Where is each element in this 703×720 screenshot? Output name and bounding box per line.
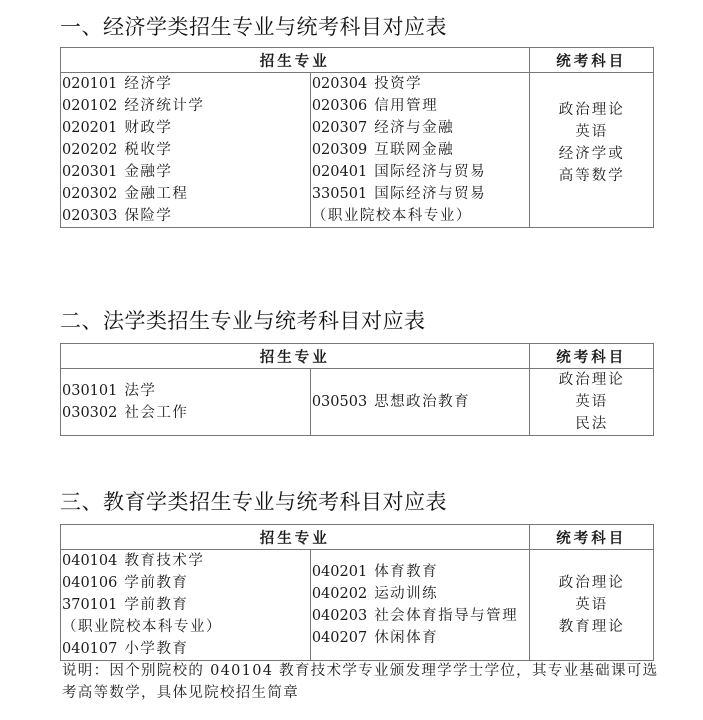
subject-item: 经济学或	[558, 146, 625, 162]
table-row	[61, 550, 654, 661]
table-header-row	[61, 48, 654, 73]
major-item: 020202 税收学	[62, 142, 173, 158]
subject-item: 政治理论	[558, 575, 625, 591]
right-majors-cell	[310, 550, 529, 661]
subjects-header: 统考科目	[529, 344, 653, 369]
major-item: 030302 社会工作	[62, 405, 189, 421]
table-header-row	[61, 525, 654, 550]
subject-item: 英语	[575, 394, 609, 410]
major-item: 020306 信用管理	[311, 98, 439, 114]
education-table	[60, 524, 654, 661]
major-item: 040207 休闲体育	[311, 630, 439, 646]
subject-item: 英语	[575, 597, 609, 613]
subjects-cell	[529, 550, 653, 661]
major-item: 040203 社会体育指导与管理	[311, 608, 519, 624]
major-item: 030101 法学	[62, 383, 157, 399]
major-note: （职业院校本科专业）	[62, 619, 222, 635]
major-item: 020303 保险学	[62, 208, 173, 224]
left-majors-cell	[61, 550, 311, 661]
section-title-law: 二、法学类招生专业与统考科目对应表	[60, 309, 426, 333]
major-item: 020301 金融学	[62, 164, 173, 180]
major-item: 020201 财政学	[62, 120, 173, 136]
major-item: 020401 国际经济与贸易	[311, 164, 487, 180]
subject-item: 教育理论	[558, 619, 625, 635]
major-item: 040104 教育技术学	[62, 553, 205, 569]
economics-table	[60, 47, 654, 228]
majors-header: 招生专业	[61, 525, 530, 550]
subjects-cell	[529, 73, 653, 228]
major-item: 020307 经济与金融	[311, 120, 455, 136]
major-item: 020302 金融工程	[62, 186, 189, 202]
subject-item: 政治理论	[558, 102, 625, 118]
major-item: 020102 经济统计学	[62, 98, 205, 114]
majors-header: 招生专业	[61, 48, 530, 73]
major-item: 040107 小学教育	[62, 641, 189, 657]
major-item: 030503 思想政治教育	[311, 394, 471, 410]
left-majors-cell	[61, 73, 311, 228]
majors-header: 招生专业	[61, 344, 530, 369]
major-item: 370101 学前教育	[62, 597, 189, 613]
right-majors-cell	[310, 73, 529, 228]
right-majors-cell	[310, 369, 529, 436]
section-title-education: 三、教育学类招生专业与统考科目对应表	[60, 490, 447, 514]
subject-item: 政治理论	[558, 372, 625, 388]
major-item: 040106 学前教育	[62, 575, 189, 591]
table-row	[61, 73, 654, 228]
major-item: 020304 投资学	[311, 76, 423, 92]
major-note: （职业院校本科专业）	[311, 208, 472, 224]
table-row	[61, 369, 654, 436]
subject-item: 高等数学	[558, 168, 625, 184]
subject-item: 民法	[575, 416, 609, 432]
subjects-cell	[529, 369, 653, 436]
section-title-economics: 一、经济学类招生专业与统考科目对应表	[60, 15, 447, 39]
major-item: 330501 国际经济与贸易	[311, 186, 487, 202]
subjects-header: 统考科目	[529, 48, 653, 73]
footnote: 说明：因个别院校的 040104 教育技术学专业颁发理学学士学位，其专业基础课可选考高等数学，具体见院校招生简章	[62, 663, 659, 701]
law-table	[60, 343, 654, 436]
major-item: 040202 运动训练	[311, 586, 439, 602]
left-majors-cell	[61, 369, 311, 436]
major-item: 040201 体育教育	[311, 564, 439, 580]
major-item: 020101 经济学	[62, 76, 173, 92]
subject-item: 英语	[575, 124, 609, 140]
table-header-row	[61, 344, 654, 369]
subjects-header: 统考科目	[529, 525, 653, 550]
major-item: 020309 互联网金融	[311, 142, 455, 158]
